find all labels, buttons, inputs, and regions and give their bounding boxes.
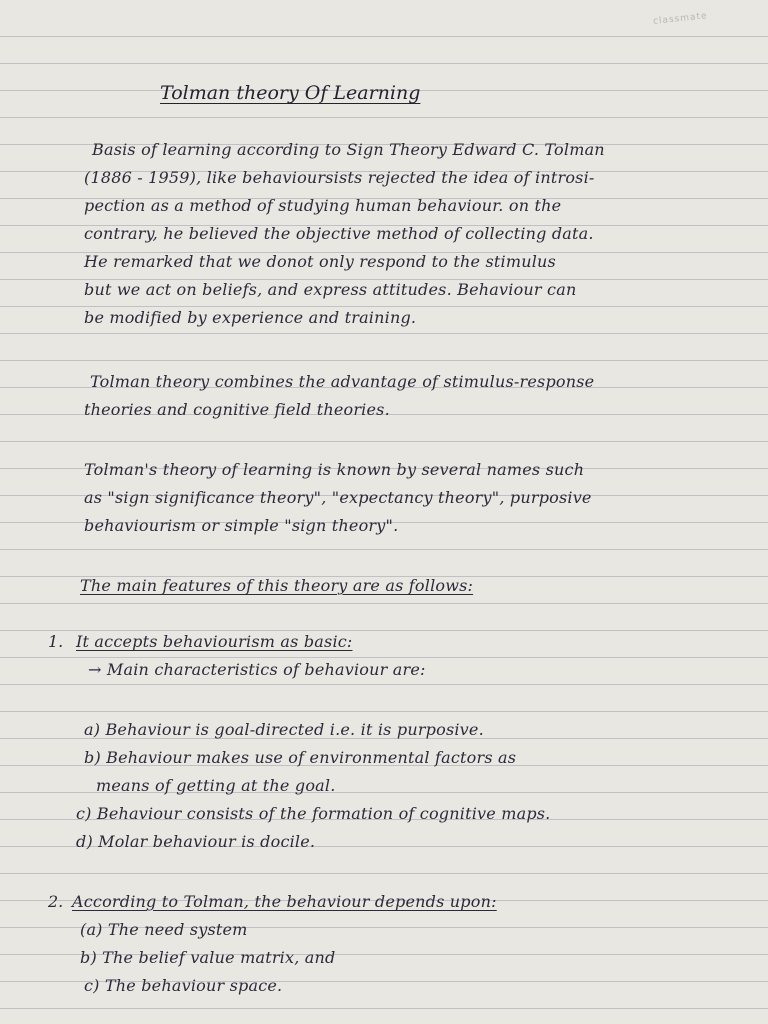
para3-line-1: Tolman's theory of learning is known by several names such <box>84 460 585 479</box>
point1-item-b: b) Behaviour makes use of environmental factors as <box>84 748 517 767</box>
para1-line-6: but we act on beliefs, and express attitudes. Behaviour can <box>84 280 577 299</box>
notebook-brand-mark: classmate <box>652 11 709 27</box>
point1-item-c: c) Behaviour consists of the formation of cognitive maps. <box>76 804 551 823</box>
point1-item-d: d) Molar behaviour is docile. <box>76 832 316 851</box>
point1-heading: It accepts behaviourism as basic: <box>76 632 353 651</box>
para3-line-3: behaviourism or simple "sign theory". <box>84 516 399 535</box>
para2-line-1: Tolman theory combines the advantage of stimulus-response <box>90 372 595 391</box>
point1-item-a: a) Behaviour is goal-directed i.e. it is purposive. <box>84 720 484 739</box>
para1-line-1: Basis of learning according to Sign Theory Edward C. Tolman <box>92 140 605 159</box>
point2-item-b: b) The belief value matrix, and <box>80 948 336 967</box>
point2-number: 2. <box>48 892 64 911</box>
para1-line-3: pection as a method of studying human behaviour. on the <box>84 196 562 215</box>
features-heading: The main features of this theory are as follows: <box>80 576 474 595</box>
point2-item-a: (a) The need system <box>80 920 248 939</box>
para1-line-7: be modified by experience and training. <box>84 308 417 327</box>
point2-heading: According to Tolman, the behaviour depends upon: <box>72 892 497 911</box>
point2-item-c: c) The behaviour space. <box>84 976 283 995</box>
para1-line-4: contrary, he believed the objective method of collecting data. <box>84 224 594 243</box>
para2-line-2: theories and cognitive field theories. <box>84 400 390 419</box>
page-title: Tolman theory Of Learning <box>160 82 421 104</box>
point1-item-b-cont: means of getting at the goal. <box>96 776 336 795</box>
para3-line-2: as "sign significance theory", "expectancy theory", purposive <box>84 488 592 507</box>
point1-subheading: → Main characteristics of behaviour are: <box>88 660 426 679</box>
point1-number: 1. <box>48 632 64 651</box>
para1-line-2: (1886 - 1959), like behavioursists rejected the idea of introsi- <box>84 168 595 187</box>
para1-line-5: He remarked that we donot only respond to the stimulus <box>84 252 556 271</box>
